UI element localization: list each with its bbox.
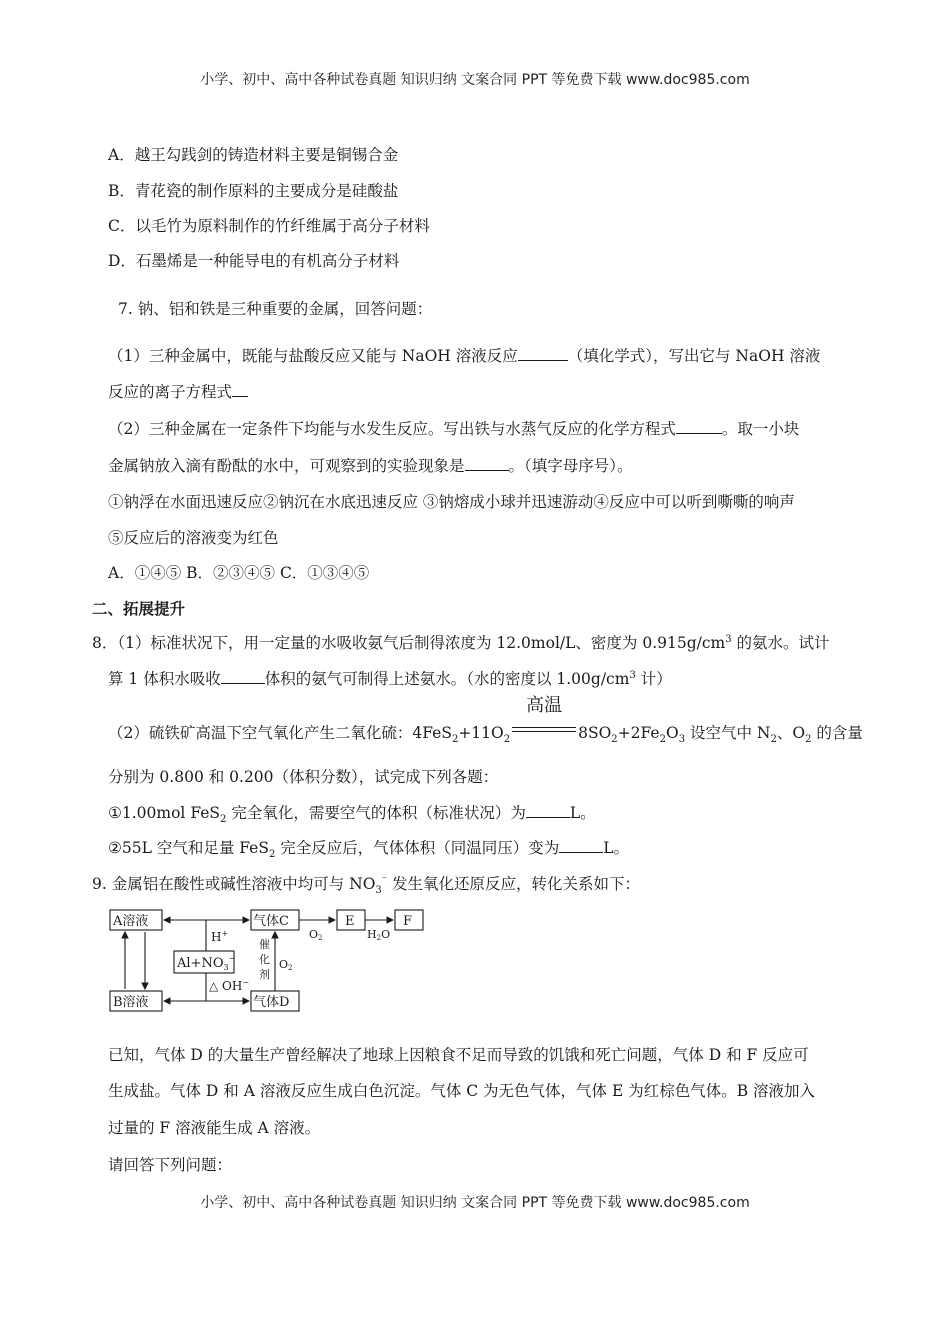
condition-label: 高温 bbox=[526, 695, 563, 716]
svg-text:Al+NO3−: $Al+NO_3^-$ bbox=[177, 954, 236, 972]
q7-part1-line1: （1）三种金属中，既能与盐酸反应又能与 NaOH 溶液反应 （填化学式），写出它与 NaOH 溶液 bbox=[108, 347, 821, 365]
q8-line4: 分别为 0.800 和 0.200（体积分数），试完成下列各题： bbox=[108, 768, 499, 786]
q7-phenomena-line1: ①钠浮在水面迅速反应②钠沉在水底迅速反应 ③钠熔成小球并迅速游动④反应中可以听到嘶嘶的响声 bbox=[108, 493, 795, 511]
svg-text:气体C bbox=[253, 913, 289, 929]
svg-text:△ OH−: △ OH− bbox=[209, 978, 250, 993]
q9-known-line1: 已知，气体 D 的大量生产曾经解决了地球上因粮食不足而导致的饥饿和死亡问题，气体 D 和 F 反应可 bbox=[108, 1046, 809, 1064]
answer-blank[interactable] bbox=[676, 419, 722, 434]
answer-blank[interactable] bbox=[465, 456, 509, 471]
q9-ask: 请回答下列问题： bbox=[108, 1156, 233, 1174]
label-a-solution: A溶液 bbox=[113, 914, 149, 929]
q9-known-line2: 生成盐。气体 D 和 A 溶液反应生成白色沉淀。气体 C 为无色气体，气体 E 为红棕色气体。B 溶液加入 bbox=[108, 1082, 816, 1100]
label-gas-d: 气体D bbox=[253, 995, 290, 1010]
label-o2-side: O bbox=[279, 958, 289, 971]
q7-choices: A．①④⑤ B．②③④⑤ C．①③④⑤ bbox=[108, 564, 370, 582]
q6-option-a: A．越王勾践剑的铸造材料主要是铜锡合金 bbox=[108, 146, 399, 164]
q7-part2-line1: （2）三种金属在一定条件下均能与水发生反应。写出铁与水蒸气反应的化学方程式 。取一小块 bbox=[108, 420, 800, 438]
q9-known-line3: 过量的 F 溶液能生成 A 溶液。 bbox=[108, 1119, 321, 1137]
q7-phenomena-line2: ⑤反应后的溶液变为红色 bbox=[108, 529, 279, 547]
q8-line2: 算 1 体积水吸收 体积的氨气可制得上述氨水。（水的密度以 $1.00g/cm^3$ 计） bbox=[108, 669, 672, 688]
answer-blank[interactable] bbox=[232, 382, 248, 397]
q6-option-b: B．青花瓷的制作原料的主要成分是硅酸盐 bbox=[108, 182, 399, 200]
page-footer: 小学、初中、高中各种试卷真题 知识归纳 文案合同 PPT 等免费下载 www.doc985.com bbox=[200, 1195, 750, 1211]
svg-text:F bbox=[403, 914, 412, 929]
svg-text:E bbox=[345, 914, 355, 929]
answer-blank[interactable] bbox=[518, 346, 568, 361]
label-h2o: H bbox=[367, 928, 377, 941]
answer-blank[interactable] bbox=[221, 669, 265, 684]
q6-option-d: D．石墨烯是一种能导电的有机高分子材料 bbox=[108, 252, 400, 270]
q9-stem: 9. 金属铝在酸性或碱性溶液中均可与 $NO_3^{^-}$ 发生氧化还原反应，转化关系如下： bbox=[92, 874, 641, 897]
answer-blank[interactable] bbox=[526, 803, 570, 818]
svg-text:A溶液 bbox=[112, 913, 148, 929]
label-h-plus: H bbox=[211, 930, 222, 944]
q8-equation-line: （2）硫铁矿高温下空气氧化产生二氧化硫：$4FeS_2+11O_2$ 高温 $8SO_2+2Fe_2O_3$ 设空气中 $N_2$、$O_2$ 的含量 bbox=[108, 695, 863, 746]
q7-part1-line2: 反应的离子方程式 bbox=[108, 382, 248, 402]
label-o2-top: O bbox=[309, 928, 319, 941]
svg-text:O2: O2 bbox=[279, 958, 293, 972]
q6-option-c: C．以毛竹为原料制作的竹纤维属于高分子材料 bbox=[108, 217, 430, 235]
svg-text:B溶液 bbox=[113, 994, 149, 1010]
answer-blank[interactable] bbox=[559, 838, 603, 853]
q8-line1: 8．（1）标准状况下，用一定量的水吸收氨气后制得浓度为 12.0mol/L、密度为 $0.915g/cm^3$ 的氨水。试计 bbox=[92, 633, 830, 652]
page-header: 小学、初中、高中各种试卷真题 知识归纳 文案合同 PPT 等免费下载 www.doc985.com bbox=[200, 72, 750, 88]
svg-text:O2: O2 bbox=[309, 928, 323, 942]
svg-text:H+: H+ bbox=[211, 929, 229, 944]
label-f: F bbox=[403, 914, 413, 929]
label-e: E bbox=[345, 914, 355, 929]
label-gas-c: 气体C bbox=[253, 914, 289, 929]
label-al-no3: Al+NO bbox=[177, 956, 224, 971]
svg-text:H2O: H2O bbox=[367, 928, 391, 942]
svg-text:气体D bbox=[253, 994, 289, 1010]
label-catalyst-3: 剂 bbox=[259, 968, 270, 981]
label-catalyst-2: 化 bbox=[259, 953, 270, 966]
section-title: 二、拓展提升 bbox=[92, 599, 186, 618]
label-delta-oh: △ OH bbox=[209, 979, 243, 993]
q8-sub2: ②55L 空气和足量 FeS$_2$ 完全反应后，气体体积（同温同压）变为 L。 bbox=[108, 839, 630, 861]
reaction-condition-arrow bbox=[510, 695, 578, 738]
conversion-diagram bbox=[105, 905, 435, 1017]
q7-stem: 7. 钠、铝和铁是三种重要的金属，回答问题： bbox=[118, 300, 433, 318]
label-b-solution: B溶液 bbox=[113, 995, 149, 1010]
label-catalyst-1: 催 bbox=[259, 938, 270, 951]
q8-sub1: ①1.00mol FeS$_2$ 完全氧化，需要空气的体积（标准状况）为 L。 bbox=[108, 804, 596, 826]
q7-part2-line2: 金属钠放入滴有酚酞的水中，可观察到的实验现象是 。（填字母序号）。 bbox=[108, 457, 633, 475]
